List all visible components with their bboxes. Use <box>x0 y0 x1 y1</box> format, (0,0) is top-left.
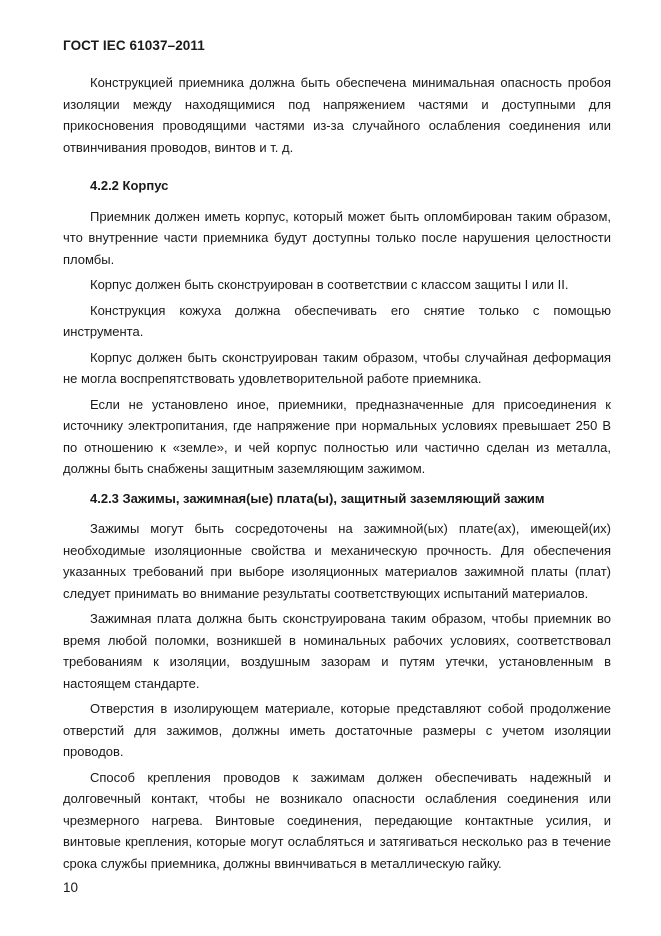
section-heading-4-2-3: 4.2.3 Зажимы, зажимная(ые) плата(ы), защитный заземляющий зажим <box>90 490 545 506</box>
paragraph: Корпус должен быть сконструирован в соответствии с классом защиты I или II. <box>90 277 569 292</box>
document-header: ГОСТ IEC 61037–2011 <box>63 38 205 53</box>
paragraph: Если не установлено иное, приемники, предназначенные для присоединения к источнику электропитания, где напряжение при нормальных условиях превышает 250 В по отношению к «земле», и чей корпус полностью или частично сделан из металла, должны быть снабжены защитным заземляющим зажимом. <box>63 396 611 476</box>
section-heading-4-2-2: 4.2.2 Корпус <box>90 178 169 193</box>
paragraph: Конструкция кожуха должна обеспечивать его снятие только с помощью инструмента. <box>63 302 611 339</box>
document-body <box>63 72 611 874</box>
paragraph: Способ крепления проводов к зажимам должен обеспечивать надежный и долговечный контакт, чтобы не возникало опасности ослабления соединения или чрезмерного нагрева. Винтовые соединения, передающие контактные усилия, и винтовые крепления, которые могут ослабляться и затягиваться несколько раз в течение срока службы приемника, должны ввинчиваться в металлическую гайку. <box>63 769 611 871</box>
paragraph: Зажимы могут быть сосредоточены на зажимной(ых) плате(ах), имеющей(их) необходимые изоляционные свойства и механическую прочность. Для обеспечения указанных требований при выборе изоляционных материалов зажимной платы (плат) следует принимать во внимание результаты соответствующих испытаний материалов. <box>63 521 611 601</box>
paragraph: Приемник должен иметь корпус, который может быть опломбирован таким образом, что внутренние части приемника будут доступны только после нарушения целостности пломбы. <box>63 208 611 267</box>
intro-paragraph: Конструкцией приемника должна быть обеспечена минимальная опасность пробоя изоляции между находящимися под напряжением частями и доступными для прикосновения проводящими частями из-за случайного ослабления соединения или отвинчивания проводов, винтов и т. д. <box>63 75 611 155</box>
paragraph: Корпус должен быть сконструирован таким образом, чтобы случайная деформация не могла воспрепятствовать удовлетворительной работе приемника. <box>63 349 611 386</box>
paragraph: Отверстия в изолирующем материале, которые представляют собой продолжение отверстий для зажимов, должны иметь достаточные размеры с учетом изоляции проводов. <box>63 701 611 759</box>
paragraph: Зажимная плата должна быть сконструирована таким образом, чтобы приемник во время любой поломки, возникшей в номинальных рабочих условиях, соответствовал требованиям к изоляции, воздушным зазорам и путям утечки, установленным в настоящем стандарте. <box>63 611 611 691</box>
page-number: 10 <box>63 880 79 895</box>
